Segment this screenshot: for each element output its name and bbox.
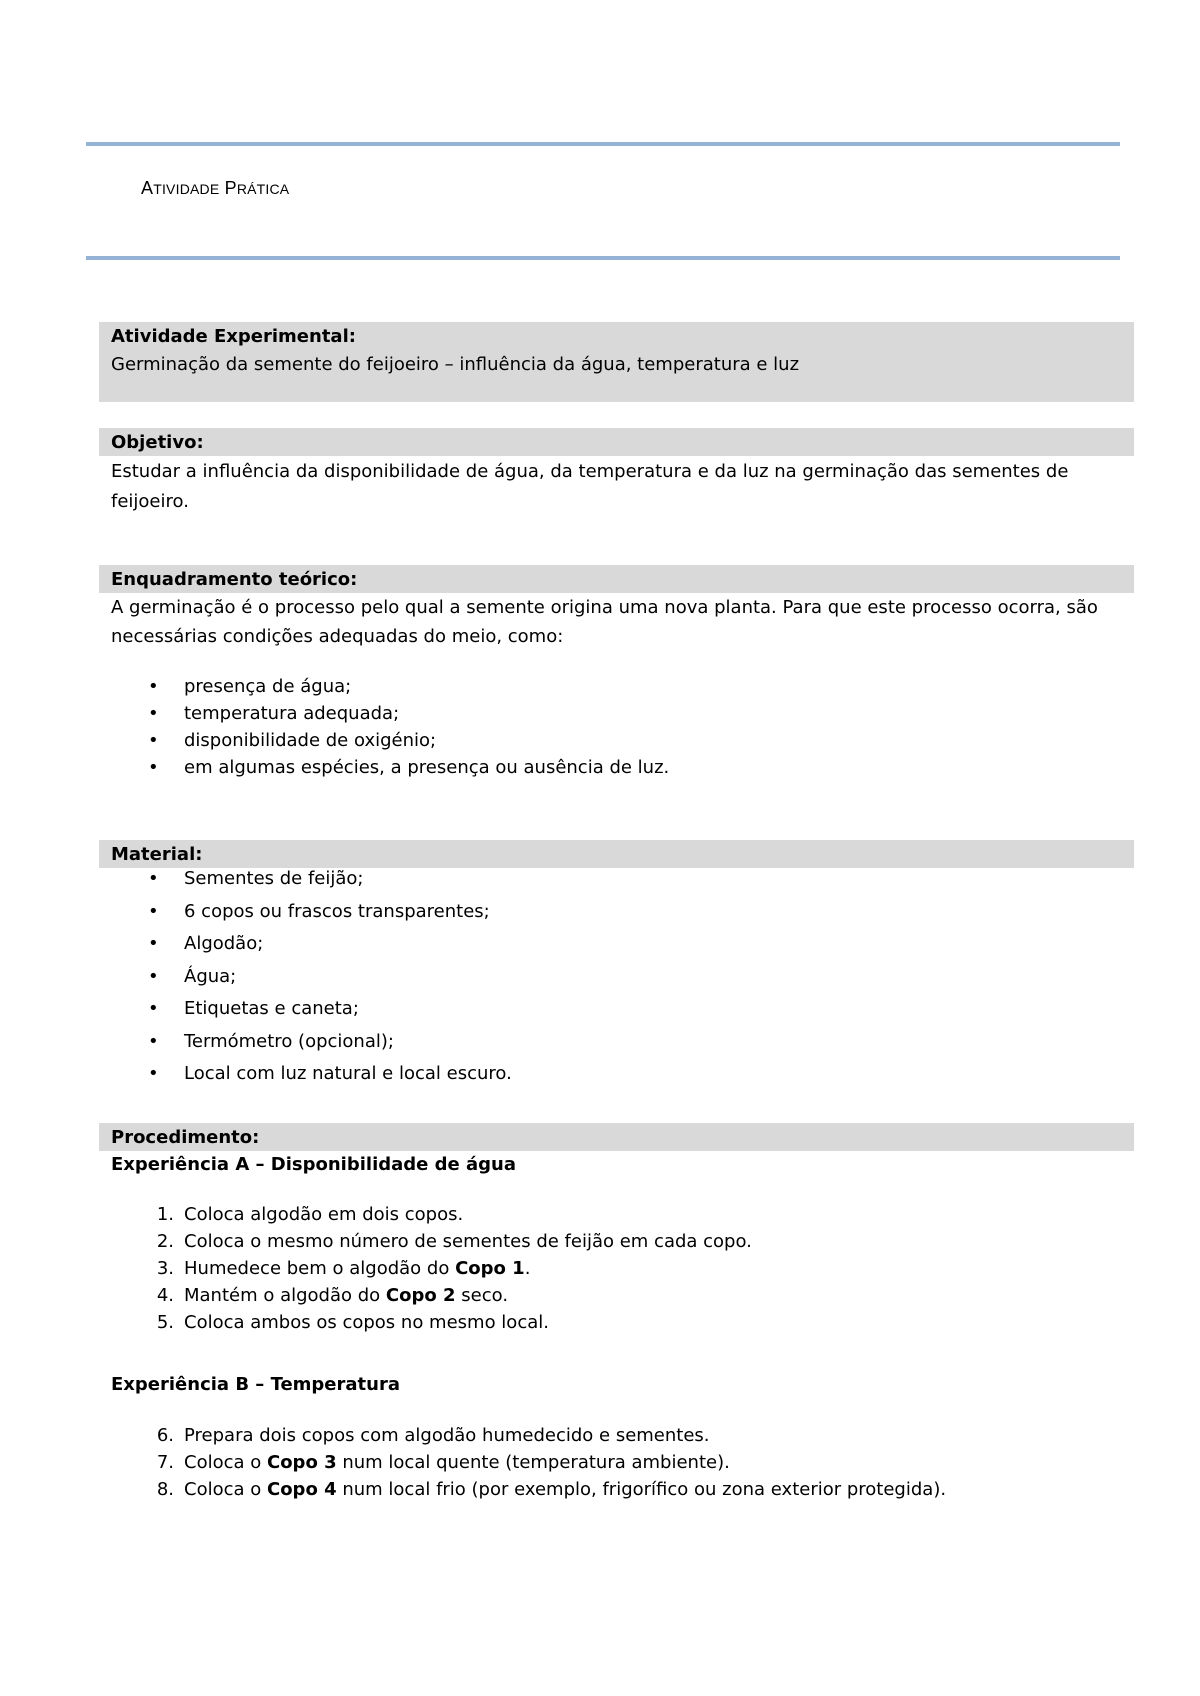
activity-title: Germinação da semente do feijoeiro – influência da água, temperatura e luz [111, 354, 800, 375]
experiment-b-steps [156, 1425, 947, 1506]
list-item: • em algumas espécies, a presença ou ausência de luz. [148, 757, 670, 778]
page-header-title: ATIVIDADE PRÁTICA [141, 178, 290, 198]
list-item: • Algodão; [148, 933, 264, 954]
theory-label: Enquadramento teórico: [111, 569, 358, 590]
bullet-icon: • [148, 676, 159, 697]
procedure-step: 8. Coloca o Copo 4 num local frio (por exemplo, frigorífico ou zona exterior protegida). [156, 1479, 947, 1500]
bullet-icon: • [148, 998, 159, 1019]
theory-conditions-list [148, 676, 670, 784]
list-item: • 6 copos ou frascos transparentes; [148, 900, 490, 922]
objective-label: Objetivo: [111, 432, 204, 453]
experiment-b-title: Experiência B – Temperatura [111, 1374, 400, 1395]
material-header-band [99, 840, 1134, 868]
list-item: • Etiquetas e caneta; [148, 998, 359, 1019]
material-list [148, 868, 512, 1096]
experiment-a-steps [156, 1204, 752, 1339]
bullet-icon: • [148, 1063, 159, 1084]
list-item: • Local com luz natural e local escuro. [148, 1063, 512, 1084]
header-bottom-rule [86, 256, 1120, 260]
list-item: • Água; [148, 965, 237, 987]
procedure-step: 6. Prepara dois copos com algodão humedecido e sementes. [156, 1425, 710, 1446]
theory-line-1: A germinação é o processo pelo qual a semente origina uma nova planta. Para que este processo ocorra, são [111, 597, 1098, 618]
bullet-icon: • [148, 965, 159, 987]
procedure-step: 4. Mantém o algodão do Copo 2 seco. [156, 1285, 509, 1306]
bullet-icon: • [148, 703, 159, 724]
list-item: • Termómetro (opcional); [148, 1030, 394, 1052]
objective-header-band [99, 428, 1134, 456]
list-item: • temperatura adequada; [148, 703, 400, 724]
procedure-label: Procedimento: [111, 1127, 260, 1148]
objective-line-2: feijoeiro. [111, 491, 189, 512]
bullet-icon: • [148, 900, 159, 922]
procedure-step: 2. Coloca o mesmo número de sementes de feijão em cada copo. [156, 1231, 752, 1252]
objective-line-1: Estudar a influência da disponibilidade de água, da temperatura e da luz na germinação das sementes de [111, 461, 1069, 482]
bullet-icon: • [148, 868, 159, 889]
procedure-step: 1. Coloca algodão em dois copos. [156, 1204, 464, 1225]
list-item: • Sementes de feijão; [148, 868, 364, 889]
list-item: • disponibilidade de oxigénio; [148, 730, 437, 751]
header-top-rule [86, 142, 1120, 146]
experiment-a-title: Experiência A – Disponibilidade de água [111, 1154, 516, 1175]
bullet-icon: • [148, 757, 159, 778]
bullet-icon: • [148, 1030, 159, 1052]
procedure-step: 3. Humedece bem o algodão do Copo 1. [156, 1258, 531, 1279]
material-label: Material: [111, 844, 203, 865]
procedure-step: 5. Coloca ambos os copos no mesmo local. [156, 1312, 549, 1333]
activity-label: Atividade Experimental: [111, 326, 356, 347]
bullet-icon: • [148, 730, 159, 751]
list-item: • presença de água; [148, 676, 352, 697]
theory-line-2: necessárias condições adequadas do meio, como: [111, 626, 564, 647]
procedure-step: 7. Coloca o Copo 3 num local quente (temperatura ambiente). [156, 1452, 730, 1473]
bullet-icon: • [148, 933, 159, 954]
